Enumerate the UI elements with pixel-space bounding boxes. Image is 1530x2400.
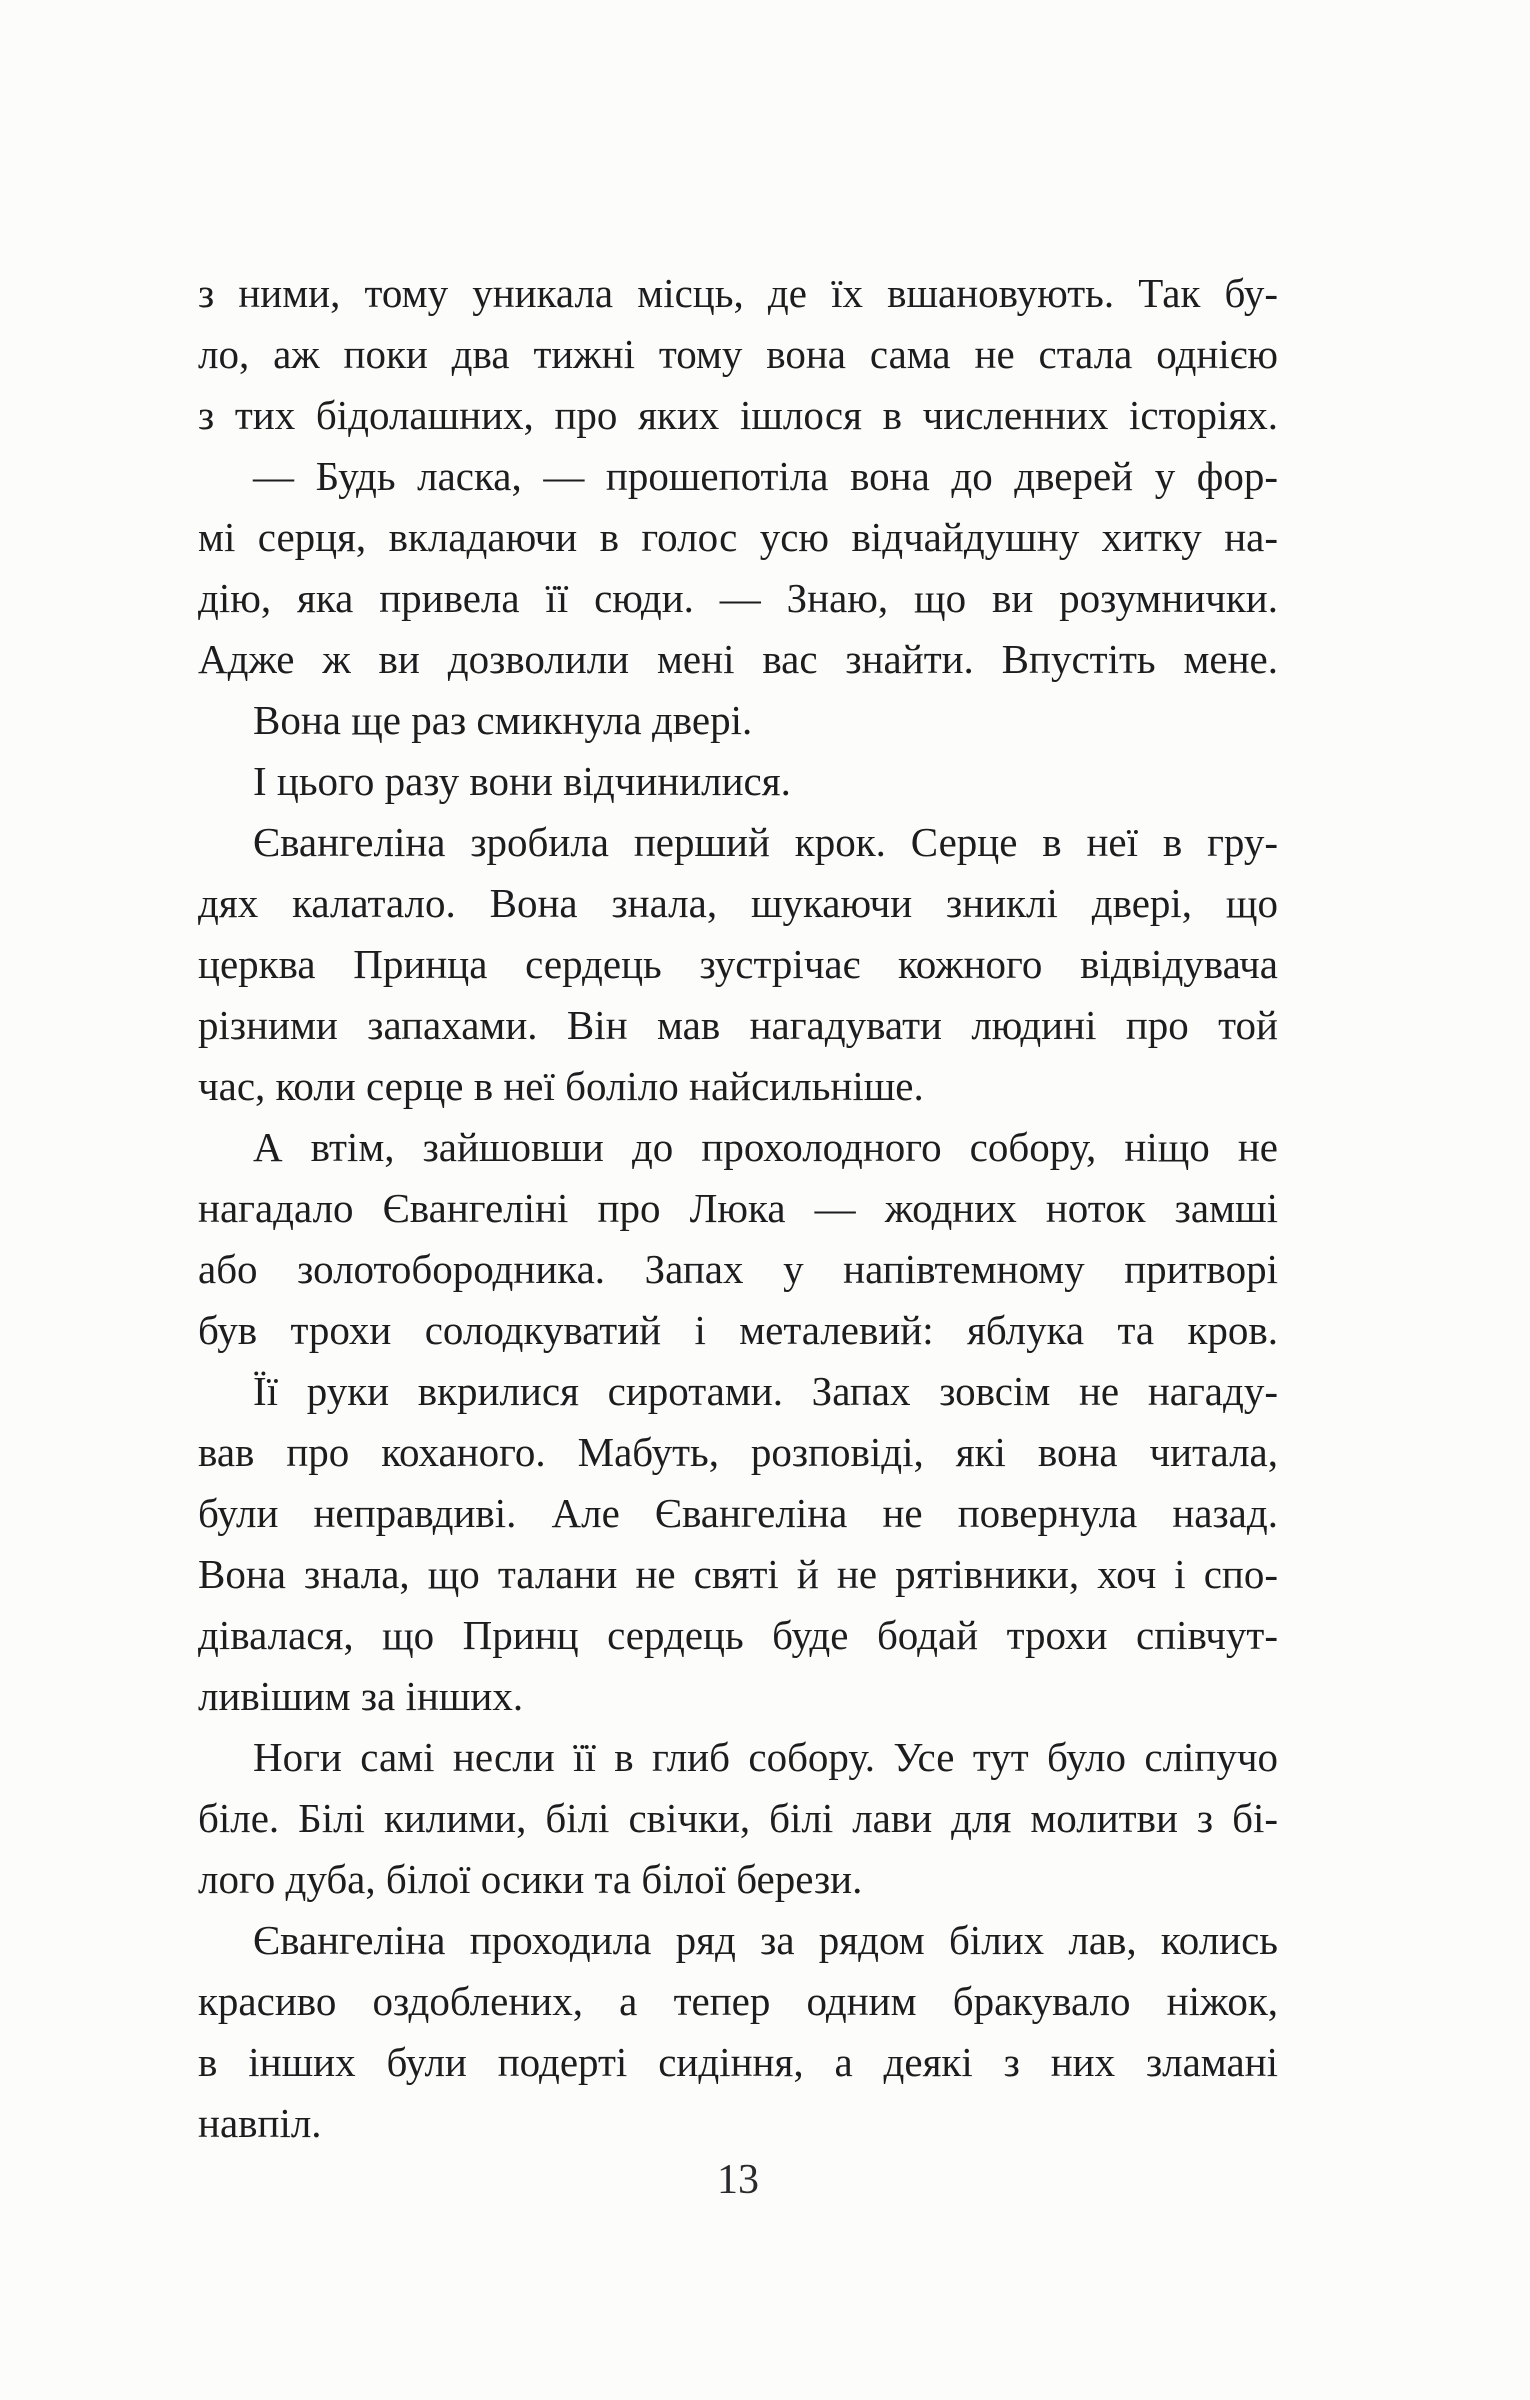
text-line: ло, аж поки два тижні тому вона сама не стала однією: [198, 331, 1278, 377]
text-line: Євангеліна проходила ряд за рядом білих лав, колись: [253, 1917, 1278, 1963]
body-text: [198, 263, 1278, 2154]
text-line: в інших були подерті сидіння, а деякі з них зламані: [198, 2039, 1278, 2085]
text-line: церква Принца сердець зустрічає кожного відвідувача: [198, 941, 1278, 987]
text-line: дівалася, що Принц сердець буде бодай трохи співчут-: [198, 1612, 1278, 1658]
text-line: дях калатало. Вона знала, шукаючи зниклі двері, що: [198, 880, 1278, 926]
text-line: Євангеліна зробила перший крок. Серце в неї в гру-: [253, 819, 1278, 865]
text-line: Її руки вкрилися сиротами. Запах зовсім не нагаду-: [253, 1368, 1278, 1414]
text-line: Ноги самі несли її в глиб собору. Усе тут було сліпучо: [253, 1734, 1278, 1780]
text-line: лого дуба, білої осики та білої берези.: [198, 1856, 863, 1902]
text-line: або золотобородника. Запах у напівтемному притворі: [198, 1246, 1278, 1292]
text-line: А втім, зайшовши до прохолодного собору, ніщо не: [253, 1124, 1278, 1170]
text-line: навпіл.: [198, 2100, 322, 2146]
text-line: з тих бідолашних, про яких ішлося в численних історіях.: [198, 392, 1278, 438]
text-line: Вона ще раз смикнула двері.: [253, 697, 753, 743]
text-line: Адже ж ви дозволили мені вас знайти. Впустіть мене.: [198, 636, 1278, 682]
text-line: — Будь ласка, — прошепотіла вона до дверей у фор-: [253, 453, 1278, 499]
text-line: Вона знала, що талани не святі й не рятівники, хоч і спо-: [198, 1551, 1278, 1597]
text-line: час, коли серце в неї боліло найсильніше.: [198, 1063, 924, 1109]
text-line: вав про коханого. Мабуть, розповіді, які вона читала,: [198, 1429, 1278, 1475]
text-line: ливішим за інших.: [198, 1673, 524, 1719]
text-line: дію, яка привела її сюди. — Знаю, що ви розумнички.: [198, 575, 1278, 621]
text-line: був трохи солодкуватий і металевий: яблука та кров.: [198, 1307, 1278, 1353]
text-line: були неправдиві. Але Євангеліна не повернула назад.: [198, 1490, 1278, 1536]
text-line: мі серця, вкладаючи в голос усю відчайдушну хитку на-: [198, 514, 1278, 560]
text-line: з ними, тому уникала місць, де їх вшановують. Так бу-: [198, 270, 1278, 316]
text-line: красиво оздоблених, а тепер одним бракувало ніжок,: [198, 1978, 1278, 2024]
text-line: біле. Білі килими, білі свічки, білі лави для молитви з бі-: [198, 1795, 1278, 1841]
text-line: різними запахами. Він мав нагадувати людині про той: [198, 1002, 1278, 1048]
text-line: І цього разу вони відчинилися.: [253, 758, 791, 804]
page-number: 13: [717, 2157, 759, 2203]
text-line: нагадало Євангеліні про Люка — жодних ноток замші: [198, 1185, 1278, 1231]
